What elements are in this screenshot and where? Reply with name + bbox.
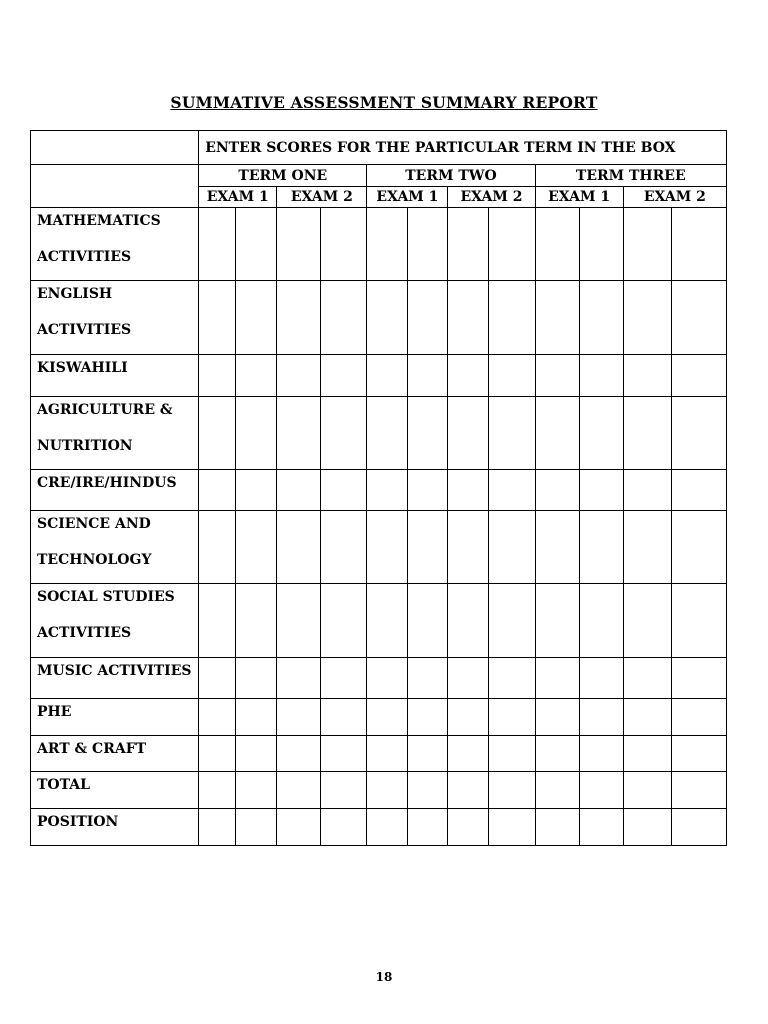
score-cell[interactable] (488, 470, 535, 511)
score-cell[interactable] (321, 699, 367, 736)
score-cell[interactable] (671, 584, 726, 658)
score-cell[interactable] (199, 281, 236, 355)
term-header: TERM THREE (535, 165, 726, 187)
score-cell[interactable] (535, 658, 579, 699)
score-cell[interactable] (367, 208, 408, 281)
score-cell[interactable] (321, 584, 367, 658)
score-cell[interactable] (579, 208, 623, 281)
score-cell[interactable] (579, 584, 623, 658)
subject-label-line: PHE (37, 704, 72, 720)
score-cell[interactable] (488, 511, 535, 584)
score-cell[interactable] (321, 470, 367, 511)
subject-label-line: ACTIVITIES (37, 322, 132, 338)
score-cell[interactable] (277, 736, 321, 772)
score-cell[interactable] (535, 281, 579, 355)
subject-row (31, 470, 727, 511)
score-cell[interactable] (535, 699, 579, 736)
score-cell[interactable] (535, 511, 579, 584)
score-cell[interactable] (236, 397, 277, 470)
score-cell[interactable] (236, 658, 277, 699)
term-header: TERM TWO (367, 165, 535, 187)
score-cell[interactable] (236, 699, 277, 736)
subject-label-line: POSITION (37, 814, 119, 830)
score-cell[interactable] (448, 470, 488, 511)
score-cell[interactable] (535, 355, 579, 397)
score-cell[interactable] (199, 809, 236, 846)
score-cell[interactable] (236, 511, 277, 584)
score-cell[interactable] (408, 658, 448, 699)
score-cell[interactable] (488, 809, 535, 846)
subject-label (31, 658, 199, 699)
instruction-banner: ENTER SCORES FOR THE PARTICULAR TERM IN THE BOX (199, 131, 727, 165)
score-cell[interactable] (623, 208, 671, 281)
score-cell[interactable] (236, 470, 277, 511)
score-cell[interactable] (408, 772, 448, 809)
score-cell[interactable] (671, 809, 726, 846)
score-cell[interactable] (623, 772, 671, 809)
score-cell[interactable] (321, 355, 367, 397)
score-cell[interactable] (321, 511, 367, 584)
score-cell[interactable] (277, 772, 321, 809)
score-cell[interactable] (199, 584, 236, 658)
score-cell[interactable] (321, 208, 367, 281)
score-cell[interactable] (671, 736, 726, 772)
subject-row (31, 511, 727, 584)
score-cell[interactable] (367, 809, 408, 846)
score-cell[interactable] (488, 658, 535, 699)
score-cell[interactable] (408, 470, 448, 511)
score-cell[interactable] (408, 208, 448, 281)
score-cell[interactable] (408, 736, 448, 772)
subject-label (31, 736, 199, 772)
page-number: 18 (375, 970, 393, 984)
subject-label-line: ACTIVITIES (37, 625, 132, 641)
subject-row (31, 281, 727, 355)
score-cell[interactable] (535, 208, 579, 281)
score-cell[interactable] (199, 511, 236, 584)
score-cell[interactable] (448, 809, 488, 846)
score-cell[interactable] (277, 699, 321, 736)
score-cell[interactable] (236, 584, 277, 658)
score-cell[interactable] (367, 584, 408, 658)
score-cell[interactable] (408, 809, 448, 846)
score-cell[interactable] (408, 511, 448, 584)
score-cell[interactable] (277, 809, 321, 846)
score-cell[interactable] (448, 511, 488, 584)
score-cell[interactable] (579, 772, 623, 809)
score-cell[interactable] (671, 699, 726, 736)
subject-label (31, 355, 199, 397)
term-header: TERM ONE (199, 165, 367, 187)
score-cell[interactable] (367, 470, 408, 511)
score-cell[interactable] (579, 281, 623, 355)
score-cell[interactable] (277, 470, 321, 511)
score-cell[interactable] (367, 355, 408, 397)
score-cell[interactable] (448, 584, 488, 658)
subject-label-line: ACTIVITIES (37, 249, 132, 265)
score-cell[interactable] (535, 736, 579, 772)
score-cell[interactable] (199, 355, 236, 397)
score-cell[interactable] (623, 699, 671, 736)
score-cell[interactable] (579, 809, 623, 846)
subject-label-line: ART & CRAFT (37, 741, 147, 757)
score-cell[interactable] (277, 584, 321, 658)
subject-row (31, 772, 727, 809)
subject-label (31, 470, 199, 511)
score-cell[interactable] (488, 397, 535, 470)
subject-label (31, 772, 199, 809)
score-cell[interactable] (671, 208, 726, 281)
score-cell[interactable] (199, 772, 236, 809)
subject-label-line: CRE/IRE/HINDUS (37, 475, 177, 491)
exam-header: EXAM 2 (448, 187, 535, 208)
subject-label (31, 511, 199, 584)
score-cell[interactable] (321, 281, 367, 355)
score-cell[interactable] (321, 658, 367, 699)
score-cell[interactable] (579, 511, 623, 584)
score-cell[interactable] (623, 511, 671, 584)
score-cell[interactable] (199, 736, 236, 772)
score-cell[interactable] (623, 397, 671, 470)
score-cell[interactable] (367, 397, 408, 470)
subject-label-line: TOTAL (37, 777, 90, 793)
subject-label (31, 699, 199, 736)
score-cell[interactable] (367, 658, 408, 699)
score-cell[interactable] (448, 699, 488, 736)
score-cell[interactable] (623, 584, 671, 658)
subject-row (31, 658, 727, 699)
subject-row (31, 699, 727, 736)
score-cell[interactable] (321, 772, 367, 809)
score-cell[interactable] (448, 208, 488, 281)
score-cell[interactable] (277, 281, 321, 355)
score-cell[interactable] (535, 470, 579, 511)
score-cell[interactable] (623, 470, 671, 511)
score-cell[interactable] (579, 470, 623, 511)
score-cell[interactable] (199, 208, 236, 281)
score-cell[interactable] (535, 772, 579, 809)
score-cell[interactable] (277, 658, 321, 699)
score-cell[interactable] (367, 772, 408, 809)
subject-row (31, 584, 727, 658)
score-cell[interactable] (408, 355, 448, 397)
score-cell[interactable] (448, 772, 488, 809)
score-cell[interactable] (579, 699, 623, 736)
score-cell[interactable] (367, 699, 408, 736)
score-cell[interactable] (623, 658, 671, 699)
score-cell[interactable] (535, 809, 579, 846)
score-cell[interactable] (671, 355, 726, 397)
score-cell[interactable] (199, 397, 236, 470)
score-cell[interactable] (488, 584, 535, 658)
score-cell[interactable] (408, 699, 448, 736)
score-cell[interactable] (277, 511, 321, 584)
score-cell[interactable] (579, 658, 623, 699)
subject-label-line: MATHEMATICS (37, 213, 161, 229)
score-cell[interactable] (367, 511, 408, 584)
score-cell[interactable] (579, 355, 623, 397)
score-cell[interactable] (321, 809, 367, 846)
score-cell[interactable] (367, 281, 408, 355)
subject-label-line: MUSIC ACTIVITIES (37, 663, 192, 679)
exam-header: EXAM 1 (535, 187, 623, 208)
score-cell[interactable] (321, 736, 367, 772)
subject-label (31, 809, 199, 846)
corner-cell (31, 131, 199, 165)
score-cell[interactable] (408, 397, 448, 470)
score-cell[interactable] (236, 736, 277, 772)
score-cell[interactable] (671, 658, 726, 699)
score-cell[interactable] (488, 736, 535, 772)
subject-row (31, 397, 727, 470)
subject-label (31, 397, 199, 470)
subject-row (31, 736, 727, 772)
score-cell[interactable] (448, 281, 488, 355)
exam-header: EXAM 2 (623, 187, 726, 208)
score-cell[interactable] (236, 355, 277, 397)
score-cell[interactable] (671, 470, 726, 511)
subject-row (31, 809, 727, 846)
assessment-table (30, 130, 727, 846)
score-cell[interactable] (488, 772, 535, 809)
report-title: SUMMATIVE ASSESSMENT SUMMARY REPORT (170, 93, 598, 112)
subject-label-line: ENGLISH (37, 286, 113, 302)
score-cell[interactable] (448, 736, 488, 772)
subject-label-line: AGRICULTURE & (37, 402, 173, 418)
subject-label (31, 208, 199, 281)
score-cell[interactable] (579, 397, 623, 470)
score-cell[interactable] (199, 658, 236, 699)
subject-label-line: TECHNOLOGY (37, 552, 152, 568)
score-cell[interactable] (488, 281, 535, 355)
score-cell[interactable] (623, 281, 671, 355)
score-cell[interactable] (671, 772, 726, 809)
subject-label (31, 584, 199, 658)
score-cell[interactable] (236, 772, 277, 809)
score-cell[interactable] (236, 809, 277, 846)
exam-header: EXAM 2 (277, 187, 367, 208)
score-cell[interactable] (623, 809, 671, 846)
subject-row (31, 208, 727, 281)
subject-label-line: KISWAHILI (37, 360, 128, 376)
blank-header-cell (31, 165, 199, 208)
subject-row (31, 355, 727, 397)
score-cell[interactable] (488, 355, 535, 397)
score-cell[interactable] (448, 658, 488, 699)
score-cell[interactable] (671, 397, 726, 470)
score-cell[interactable] (199, 470, 236, 511)
subject-label-line: NUTRITION (37, 438, 133, 454)
score-cell[interactable] (535, 397, 579, 470)
subject-label (31, 281, 199, 355)
score-cell[interactable] (367, 736, 408, 772)
score-cell[interactable] (671, 511, 726, 584)
score-cell[interactable] (535, 584, 579, 658)
score-cell[interactable] (236, 208, 277, 281)
score-cell[interactable] (277, 355, 321, 397)
exam-header: EXAM 1 (367, 187, 448, 208)
score-cell[interactable] (199, 699, 236, 736)
score-cell[interactable] (277, 208, 321, 281)
score-cell[interactable] (408, 584, 448, 658)
score-cell[interactable] (579, 736, 623, 772)
score-cell[interactable] (408, 281, 448, 355)
score-cell[interactable] (488, 208, 535, 281)
score-cell[interactable] (623, 355, 671, 397)
score-cell[interactable] (671, 281, 726, 355)
score-cell[interactable] (236, 281, 277, 355)
subject-label-line: SOCIAL STUDIES (37, 589, 175, 605)
score-cell[interactable] (623, 736, 671, 772)
subject-label-line: SCIENCE AND (37, 516, 151, 532)
score-cell[interactable] (448, 397, 488, 470)
score-cell[interactable] (277, 397, 321, 470)
exam-header: EXAM 1 (199, 187, 277, 208)
score-cell[interactable] (488, 699, 535, 736)
score-cell[interactable] (448, 355, 488, 397)
score-cell[interactable] (321, 397, 367, 470)
